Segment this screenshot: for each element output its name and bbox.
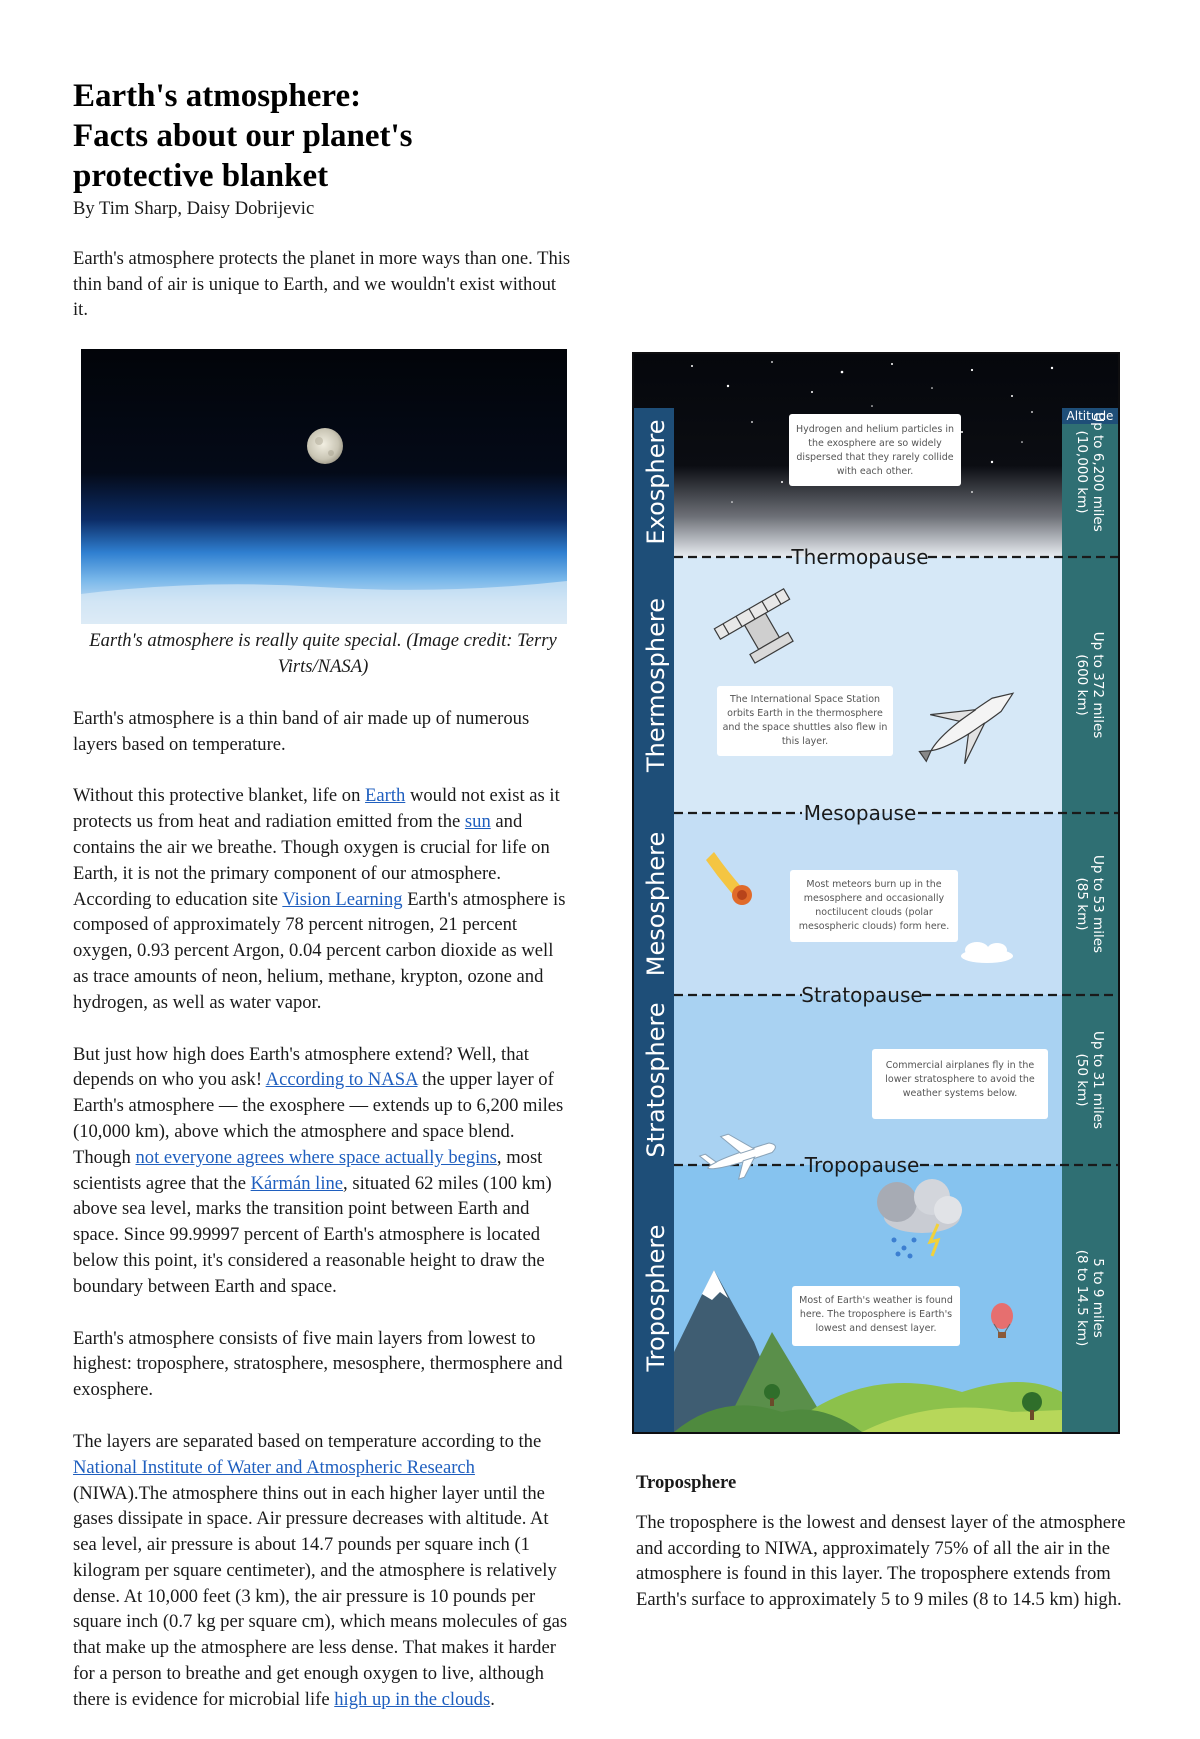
link-niwa[interactable]: National Institute of Water and Atmospheric Research <box>73 1456 475 1478</box>
paragraph-composition: Without this protective blanket, life on Earth would not exist as it protects us from heat and radiation emitted from the sun and contains the air we breathe. Though oxygen is crucial for life on Earth, it is not the primary component of our atmosphere. According to education site Vision Learning Earth's atmosphere is composed of approximately 78 percent nitrogen, 21 percent oxygen, 0.93 percent Argon, 0.04 percent carbon dioxide as well as trace amounts of neon, helium, methane, krypton, ozone and hydrogen, as well as water vapor. <box>73 785 566 1013</box>
atmosphere-layers-diagram <box>632 352 1120 1434</box>
svg-text:noctilucent clouds (polar: noctilucent clouds (polar <box>815 907 933 918</box>
left-column <box>73 68 573 1739</box>
altitude-stratosphere-line1: Up to 31 miles <box>1090 1030 1106 1130</box>
svg-text:weather systems below.: weather systems below. <box>902 1088 1018 1099</box>
altitude-thermosphere-line2: (600 km) <box>1074 654 1090 716</box>
altitude-mesosphere-line1: Up to 53 miles <box>1090 854 1106 954</box>
link-karman-line[interactable]: Kármán line <box>250 1172 344 1194</box>
altitude-troposphere-line1: 5 to 9 miles <box>1090 1258 1106 1338</box>
note-thermosphere <box>717 686 893 756</box>
svg-text:Hydrogen and helium particles: Hydrogen and helium particles in <box>795 424 955 435</box>
svg-text:mesospheric clouds) form here.: mesospheric clouds) form here. <box>798 921 950 932</box>
right-column <box>632 344 1132 1639</box>
byline: By Tim Sharp, Daisy Dobrijevic <box>73 198 315 219</box>
note-mesosphere <box>790 870 958 942</box>
layer-label-stratosphere: Stratosphere <box>642 1002 670 1158</box>
svg-text:this layer.: this layer. <box>781 736 829 747</box>
svg-text:dispersed that they rarely col: dispersed that they rarely collide <box>796 452 954 463</box>
svg-text:orbits Earth in the thermosphe: orbits Earth in the thermosphere <box>727 708 883 719</box>
article-title: Earth's atmosphere: Facts about our planet's protective blanket <box>73 78 413 194</box>
altitude-thermosphere-line1: Up to 372 miles <box>1090 631 1106 739</box>
svg-text:Most of Earth's weather is fou: Most of Earth's weather is found <box>799 1295 953 1306</box>
link-according-to-nasa[interactable]: According to NASA <box>265 1069 418 1091</box>
link-high-up-in-the-clouds[interactable]: high up in the clouds <box>334 1688 491 1710</box>
altitude-header: Altitude <box>1066 409 1114 423</box>
altitude-exosphere-line2: (10,000 km) <box>1074 430 1090 514</box>
link-sun[interactable]: sun <box>464 811 491 833</box>
photo-caption: Earth's atmosphere is really quite special. (Image credit: Terry Virts/NASA) <box>89 630 557 677</box>
altitude-mesosphere-line2: (85 km) <box>1074 877 1090 931</box>
note-stratosphere <box>872 1049 1048 1119</box>
boundary-thermopause: Thermopause <box>791 545 929 569</box>
svg-text:with each other.: with each other. <box>836 466 914 477</box>
layer-label-troposphere: Troposphere <box>642 1224 670 1372</box>
svg-text:mesosphere and occasionally: mesosphere and occasionally <box>803 893 945 904</box>
svg-text:Most meteors burn up in the: Most meteors burn up in the <box>806 879 942 890</box>
thermosphere-band <box>634 557 1118 813</box>
earth-atmosphere-photo <box>81 349 567 624</box>
paragraph-extent: But just how high does Earth's atmosphere extend? Well, that depends on who you ask! According to NASA the upper layer of Earth's atmosphere — the exosphere — extends up to 6,200 miles (10,000 km), above which the atmosphere and space blend. Though not everyone agrees where space actually begins, most scientists agree that the Kármán line, situated 62 miles (100 km) above sea level, marks the transition point between Earth and space. Since 99.99997 percent of Earth's atmosphere is located below this point, it's considered a reasonable height to draw the boundary between Earth and space. <box>73 1043 564 1297</box>
link-space-begins[interactable]: not everyone agrees where space actually begins <box>135 1146 497 1168</box>
svg-text:lower stratosphere to avoid th: lower stratosphere to avoid the <box>885 1074 1035 1085</box>
paragraph-niwa: The layers are separated based on temperature according to the National Institute of Water and Atmospheric Research (NIWA).The atmosphere thins out in each higher layer until the gases dissipate in space. Air pressure decreases with altitude. At sea level, air pressure is about 14.7 pounds per square inch (1 kilogram per square centimeter), and the atmosphere is relatively dense. At 10,000 feet (3 km), the air pressure is 10 pounds per square inch (0.7 kg per square cm), which means molecules of gas that make up the atmosphere are less dense. That makes it harder for a person to breathe and get enough oxygen to live, although there is evidence for microbial life high up in the clouds. <box>73 1430 568 1710</box>
svg-text:here. The troposphere is Earth: here. The troposphere is Earth's <box>799 1309 953 1320</box>
paragraph-troposphere: The troposphere is the lowest and densest layer of the atmosphere and according to NIWA, approximately 75% of all the air in the atmosphere is found in this layer. The troposphere extends from Earth's surface to approximately 5 to 9 miles (8 to 14.5 km) high. <box>636 1511 1126 1611</box>
layer-label-mesosphere: Mesosphere <box>642 831 670 977</box>
svg-text:lowest and densest layer.: lowest and densest layer. <box>815 1323 937 1334</box>
intro-paragraph: Earth's atmosphere protects the planet in more ways than one. This thin band of air is unique to Earth, and we wouldn't exist without it. <box>73 247 571 321</box>
link-vision-learning[interactable]: Vision Learning <box>282 888 403 910</box>
section-heading-troposphere: Troposphere <box>636 1472 737 1493</box>
svg-text:Commercial airplanes fly in th: Commercial airplanes fly in the <box>885 1060 1035 1071</box>
svg-text:The International Space Statio: The International Space Station <box>729 694 881 705</box>
paragraph-five-layers: Earth's atmosphere consists of five main layers from lowest to highest: troposphere, stratosphere, mesosphere, thermosphere and exosphere. <box>73 1327 563 1401</box>
note-troposphere <box>792 1286 960 1346</box>
boundary-stratopause: Stratopause <box>801 983 923 1007</box>
paragraph-layers: Earth's atmosphere is a thin band of air made up of numerous layers based on temperature. <box>73 707 530 755</box>
layer-label-thermosphere: Thermosphere <box>642 598 670 772</box>
altitude-stratosphere-line2: (50 km) <box>1074 1053 1090 1107</box>
link-earth[interactable]: Earth <box>365 785 406 807</box>
boundary-tropopause: Tropopause <box>804 1153 920 1177</box>
altitude-exosphere-line1: Up to 6,200 miles <box>1090 412 1106 532</box>
layer-label-exosphere: Exosphere <box>642 419 670 545</box>
svg-text:and the space shuttles also fl: and the space shuttles also flew in <box>722 722 888 733</box>
note-exosphere <box>789 414 961 486</box>
altitude-troposphere-line2: (8 to 14.5 km) <box>1074 1249 1090 1347</box>
boundary-mesopause: Mesopause <box>803 801 917 825</box>
moon-icon <box>307 428 343 464</box>
svg-text:the exosphere are so widely: the exosphere are so widely <box>808 438 942 449</box>
